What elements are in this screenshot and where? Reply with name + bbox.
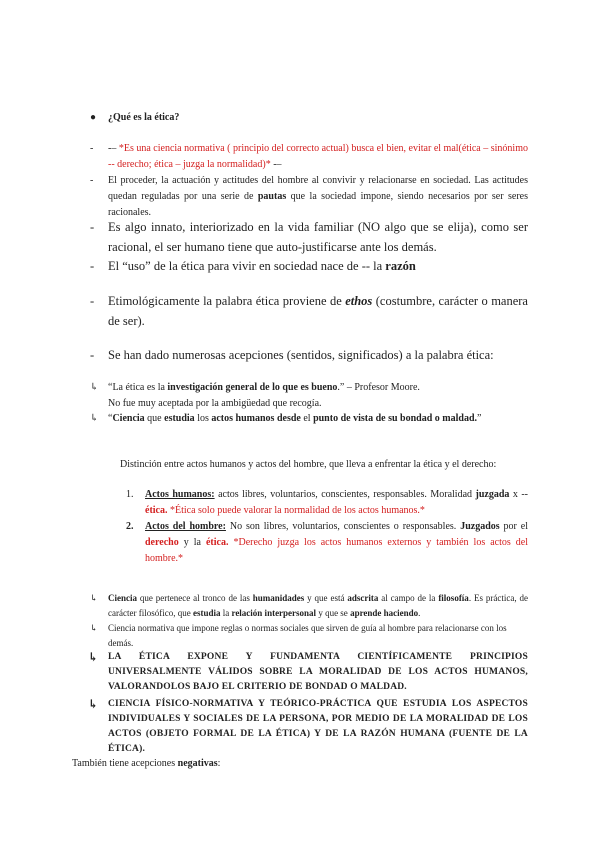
list-number: 1. bbox=[126, 489, 134, 500]
dash-marker: - bbox=[90, 294, 95, 308]
bold-span: juzgada bbox=[475, 489, 510, 500]
definition-acepciones: Se han dado numerosas acepciones (sentidos, significados) a la palabra ética: bbox=[108, 348, 494, 362]
arrow-icon: ↳ bbox=[90, 593, 98, 603]
lead-dashes: -– bbox=[108, 143, 119, 154]
bold-span: investigación general de lo que es bueno bbox=[167, 382, 338, 393]
arrow-icon: ↳ bbox=[88, 650, 99, 664]
text-span: El “uso” de la ética para vivir en sociedad nace de -- la bbox=[108, 259, 386, 273]
bold-span: Ciencia bbox=[112, 413, 145, 424]
text-span: (costumbre, carácter o manera de ser). bbox=[108, 294, 528, 328]
negative-acepciones-line bbox=[72, 756, 532, 772]
red-note: *Ética solo puede valorar la normalidad de los actos humanos.* bbox=[167, 505, 425, 516]
quote-moore bbox=[108, 380, 528, 396]
red-note: *Derecho juzga los actos humanos externos y también los actos del hombre.* bbox=[145, 537, 528, 564]
text-span: y que está bbox=[304, 593, 348, 603]
bold-red-span: ética. bbox=[145, 505, 168, 516]
bold-red-span: ética. bbox=[205, 537, 229, 548]
dash-marker: - bbox=[90, 175, 94, 186]
text-span: por el bbox=[499, 521, 529, 532]
distincion-paragraph: Distinción entre actos humanos y actos del hombre, que lleva a enfrentar la ética y el derecho: bbox=[120, 459, 497, 470]
bold-span: aprende haciendo bbox=[350, 608, 419, 618]
bold-span: estudia bbox=[192, 608, 221, 618]
bold-span: desde bbox=[276, 413, 301, 424]
text-span: al campo de la bbox=[378, 593, 439, 603]
text-span: x -- bbox=[509, 489, 528, 500]
bold-span: humanidades bbox=[252, 593, 305, 603]
actos-hombre-item bbox=[145, 519, 528, 567]
definition-uso bbox=[108, 256, 528, 276]
text-span: ” bbox=[477, 413, 482, 424]
arrow-icon: ↳ bbox=[90, 382, 99, 393]
text-span: que pertenece al tronco de las bbox=[137, 593, 253, 603]
definition-etimologia bbox=[108, 291, 528, 331]
bold-span: razón bbox=[385, 259, 416, 273]
dash-marker: - bbox=[90, 143, 94, 154]
bold-span: Juzgados bbox=[460, 521, 500, 532]
bold-span: pautas bbox=[257, 191, 287, 202]
dash-marker: - bbox=[90, 259, 95, 273]
dash-marker: - bbox=[90, 220, 95, 234]
term-heading: Actos humanos: bbox=[145, 489, 215, 500]
text-span: También tiene acepciones bbox=[72, 758, 178, 769]
text-span: . bbox=[418, 608, 421, 618]
text-span: Etimológicamente la palabra ética proviene de bbox=[108, 294, 346, 308]
red-note: *Es una ciencia normativa ( principio del correcto actual) busca el bien, evitar el mal(ética – sinónimo -- derecho; ética – juzga la normalidad)* bbox=[108, 143, 528, 170]
dash-marker: - bbox=[90, 348, 95, 362]
text-span: el bbox=[300, 413, 314, 424]
bold-span: actos humanos bbox=[211, 413, 275, 424]
bold-red-span: derecho bbox=[145, 537, 179, 548]
text-span: los bbox=[194, 413, 212, 424]
text-span: que la sociedad impone, siendo necesarios por ser seres racionales. bbox=[108, 191, 528, 218]
text-span: y que se bbox=[316, 608, 351, 618]
quote-moore-note: No fue muy aceptada por la ambigüedad que recogía. bbox=[108, 398, 322, 409]
definition-caps-1: LA ÉTICA EXPONE Y FUNDAMENTA CIENTÍFICAMENTE PRINCIPIOS UNIVERSALMENTE VÁLIDOS SOBRE LA MORALIDAD DE LOS ACTOS HUMANOS, VALORANDOLOS BAJO EL CRITERIO DE BONDAD O MALDAD. bbox=[108, 652, 528, 692]
text-span: actos libres, voluntarios, conscientes, responsables. Moralidad bbox=[214, 489, 476, 500]
bullet-icon: ● bbox=[90, 112, 97, 123]
text-span: .” – Profesor Moore. bbox=[337, 382, 420, 393]
arrow-icon: ↳ bbox=[90, 413, 99, 424]
text-span: la bbox=[220, 608, 232, 618]
arrow-icon: ↳ bbox=[90, 623, 98, 633]
bold-span: estudia bbox=[164, 413, 195, 424]
question-heading: ¿Qué es la ética? bbox=[108, 112, 180, 123]
text-span: que bbox=[144, 413, 165, 424]
text-span: No son libres, voluntarios, conscientes o responsables. bbox=[225, 521, 461, 532]
definition-caps-2: CIENCIA FÍSICO-NORMATIVA Y TEÓRICO-PRÁCTICA QUE ESTUDIA LOS ASPECTOS INDIVIDUALES Y SOCIALES DE LA PERSONA, POR MEDIO DE LA MORALIDAD DE LOS ACTOS (OBJETO FORMAL DE LA ÉTICA) Y DE LA RAZÓN HUMANA (FUENTE DE LA ÉTICA). bbox=[108, 699, 528, 754]
definition-proceder bbox=[108, 173, 528, 221]
text-span: El proceder, la actuación y actitudes del hombre al convivir y relacionarse en sociedad. Las actitudes quedan reguladas por una serie de bbox=[108, 175, 528, 202]
trail-dashes: -– bbox=[270, 159, 282, 170]
bold-italic-span: ethos bbox=[345, 294, 373, 308]
text-span: y la bbox=[178, 537, 206, 548]
term-heading: Actos del hombre: bbox=[145, 521, 226, 532]
bold-span: filosofía bbox=[438, 593, 469, 603]
definition-normative bbox=[108, 141, 528, 173]
bold-span: Ciencia bbox=[108, 593, 137, 603]
actos-humanos-item bbox=[145, 487, 528, 519]
bold-span: punto de vista de su bondad o maldad. bbox=[313, 413, 478, 424]
text-span: “ bbox=[108, 413, 113, 424]
text-span: . Es práctica, de carácter filosófico, que bbox=[108, 593, 528, 618]
bold-span: adscrita bbox=[347, 593, 379, 603]
list-number: 2. bbox=[126, 521, 134, 532]
definition-humanidades bbox=[108, 591, 528, 621]
definition-innato: Es algo innato, interiorizado en la vida familiar (NO algo que se elija), como ser racional, el ser humano tiene que auto-justificarse ante los demás. bbox=[108, 220, 528, 254]
bold-span: relación interpersonal bbox=[231, 608, 317, 618]
text-span: “La ética es la bbox=[108, 382, 168, 393]
text-span: : bbox=[217, 758, 221, 769]
arrow-icon: ↳ bbox=[88, 697, 99, 711]
bold-span: negativas bbox=[177, 758, 218, 769]
quote-ciencia bbox=[108, 411, 528, 427]
definition-normativa: Ciencia normativa que impone reglas o normas sociales que sirven de guía al hombre para relacionarse con los demás. bbox=[108, 623, 507, 648]
